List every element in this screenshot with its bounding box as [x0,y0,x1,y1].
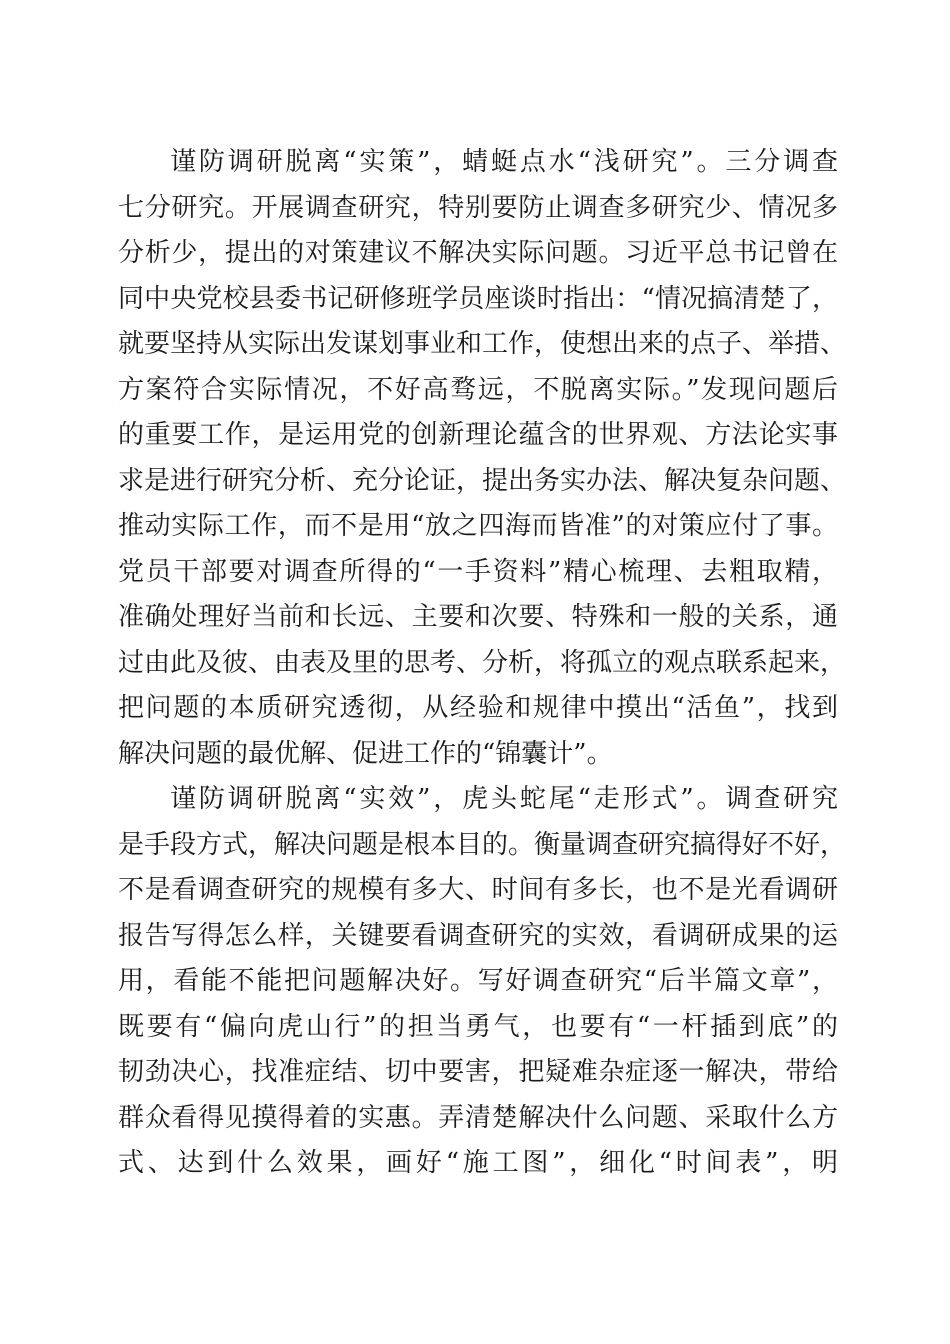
body-text [118,140,847,1187]
paragraph-2-line: 不是看调查研究的规模有多大、时间有多长，也不是光看调研 [118,875,838,905]
paragraph-1-line: 同中央党校县委书记研修班学员座谈时指出：“情况搞清楚了， [118,283,838,314]
paragraph-2-line: 是手段方式，解决问题是根本目的。衡量调查研究搞得好不好， [118,829,847,860]
paragraph-2-line: 韧劲决心，找准症结、切中要害，把疑难杂症逐一解决，带给 [118,1057,838,1087]
paragraph-2-line: 群众看得见摸得着的实惠。弄清楚解决什么问题、采取什么方 [118,1102,838,1133]
paragraph-1-line: 谨防调研脱离“实策”，蜻蜓点水“浅研究”。三分调查 [170,147,838,177]
paragraph-2-line: 既要有“偏向虎山行”的担当勇气，也要有“一杆插到底”的 [118,1011,838,1042]
paragraph-1-line: 准确处理好当前和长远、主要和次要、特殊和一般的关系，通 [118,602,838,632]
paragraph-1-line: 七分研究。开展调查研究，特别要防止调查多研究少、情况多 [118,192,838,223]
paragraph-1-line: 解决问题的最优解、促进工作的“锦囊计”。 [118,738,613,769]
paragraph-1-line: 过由此及彼、由表及里的思考、分析，将孤立的观点联系起来， [118,647,847,678]
paragraph-2-line: 式、达到什么效果，画好“施工图”，细化“时间表”，明 [118,1148,838,1178]
paragraph-1-line: 方案符合实际情况，不好高骛远，不脱离实际。”发现问题后 [118,374,838,405]
paragraph-1-line: 的重要工作，是运用党的创新理论蕴含的世界观、方法论实事 [118,420,838,450]
paragraph-1-line: 分析少，提出的对策建议不解决实际问题。习近平总书记曾在 [118,238,838,268]
paragraph-1-line: 推动实际工作，而不是用“放之四海而皆准”的对策应付了事。 [118,511,838,541]
paragraph-1-line: 就要坚持从实际出发谋划事业和工作，使想出来的点子、举措、 [118,329,847,359]
paragraph-1-line: 求是进行研究分析、充分论证，提出务实办法、解决复杂问题、 [118,465,847,496]
paragraph-2-line: 报告写得怎么样，关键要看调查研究的实效，看调研成果的运 [118,920,838,951]
paragraph-2-line: 用，看能不能把问题解决好。写好调查研究“后半篇文章”， [118,966,838,996]
paragraph-1-line: 党员干部要对调查所得的“一手资料”精心梳理、去粗取精， [118,556,838,587]
paragraph-1-line: 把问题的本质研究透彻，从经验和规律中摸出“活鱼”，找到 [118,693,838,723]
paragraph-2-line: 谨防调研脱离“实效”，虎头蛇尾“走形式”。调查研究 [170,784,838,814]
